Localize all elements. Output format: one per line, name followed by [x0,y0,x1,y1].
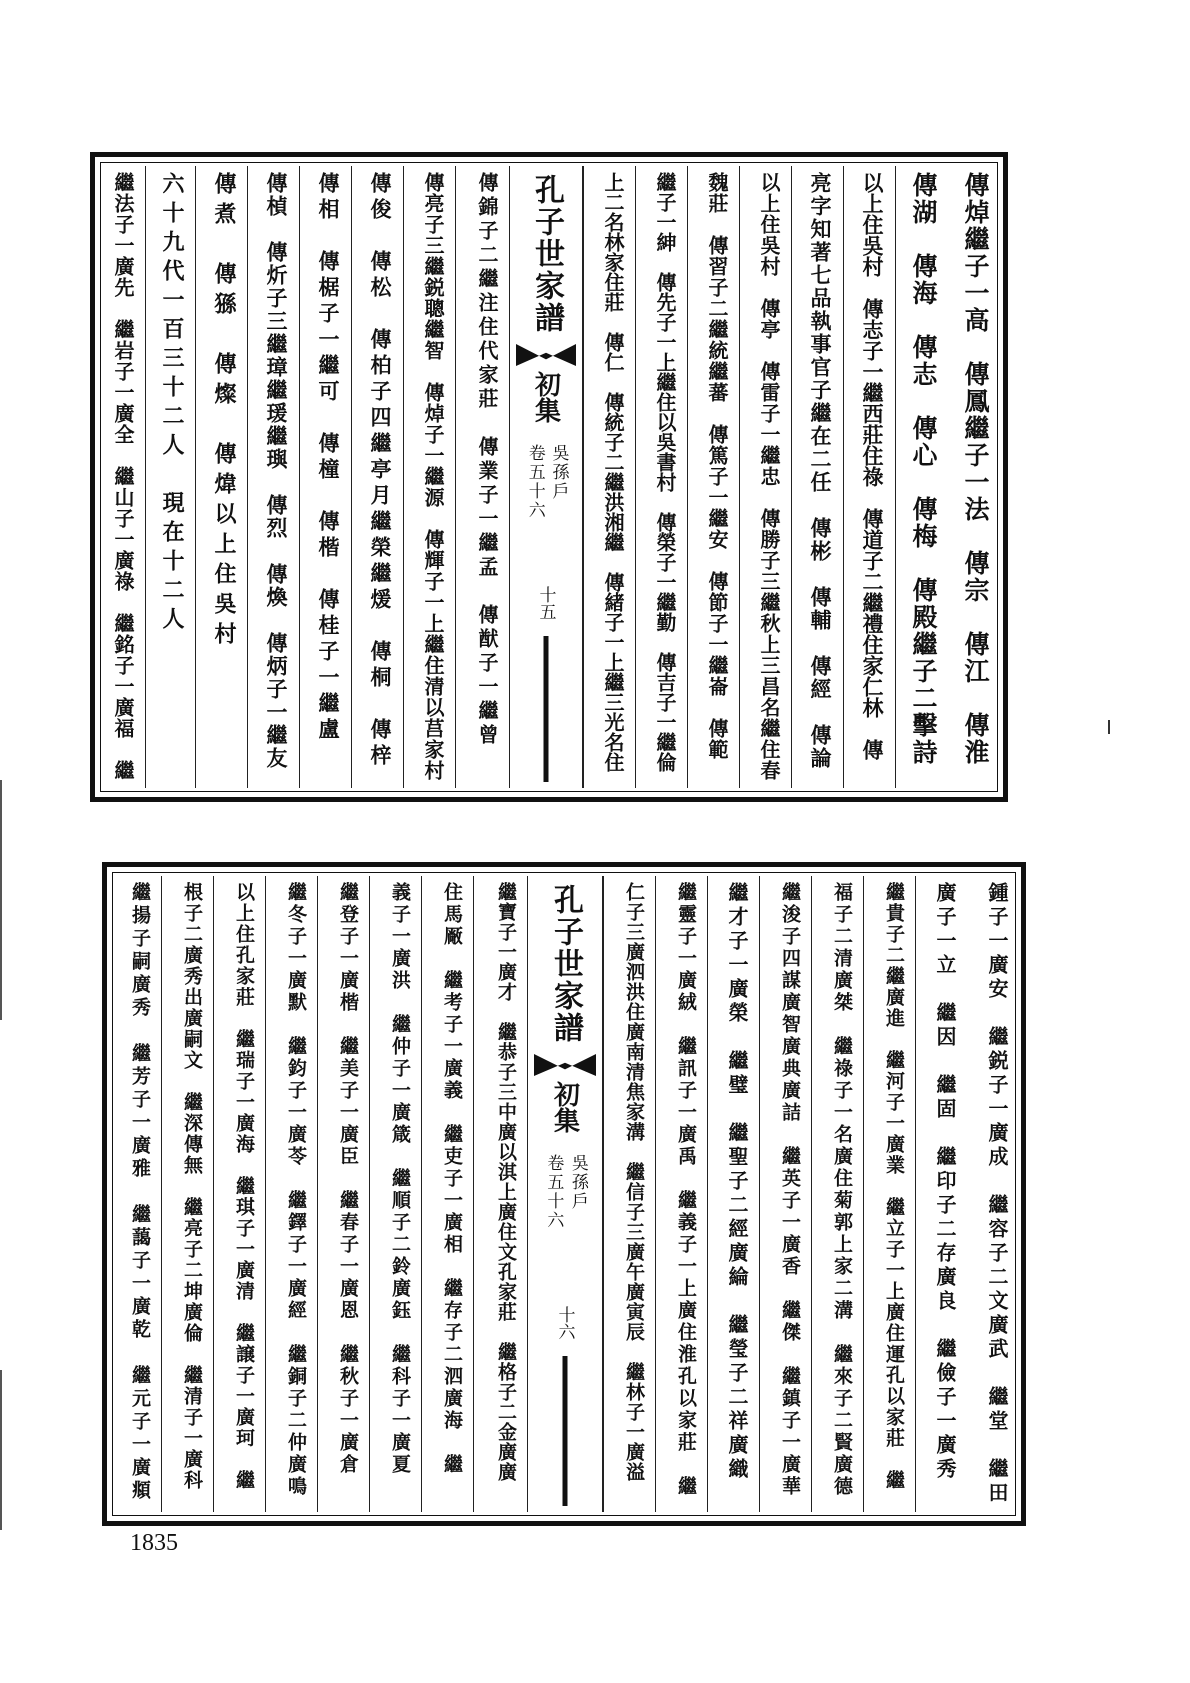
column-text: 繼浚子四謀廣智廣典廣詰 繼英子一廣香 繼傑 繼鎮子一廣華 [779,882,801,1498]
column-text: 傳楨 傳炘子三繼璋繼瑗繼璵 傳烈 傳煥 傳炳子一繼友 [264,172,289,770]
text-column [915,876,967,1512]
text-column [112,876,161,1512]
column-text: 魏莊 傳習子二繼統繼蕃 傳篤子一繼安 傳節子一繼崙 傳範 [705,172,729,760]
text-column [195,166,247,788]
spine-subtitle: 初集 [530,371,561,423]
column-text: 以上住吳村 傳亭 傳雷子一繼忠 傳勝子三繼秋上三昌名繼住春 [757,172,781,781]
column-text: 傳相 傳椐子一繼可 傳橦 傳楷 傳桂子一繼盧 [316,172,341,744]
text-column [161,876,213,1512]
spine-bar [544,636,549,782]
spine-volume: 卷五十六 [543,1154,564,1230]
column-text: 繼揚子嗣廣秀 繼芳子一廣雅 繼藹子一廣乾 繼元子一廣頫 [129,882,151,1503]
center-spine [509,166,583,788]
text-column [100,166,145,788]
column-text: 繼法子一廣先 繼岩子一廣全 繼山子一廣祿 繼銘子一廣福 繼 [111,172,135,781]
text-column [811,876,863,1512]
text-column [369,876,421,1512]
column-text: 傳錦子二繼注住代家莊 傳業子一繼孟 傳猷子一繼曾 [475,172,499,748]
text-column [791,166,843,788]
spine-page-number: 十六 [554,1306,575,1340]
spine-page-number: 十五 [535,586,556,620]
column-text: 繼貴子二繼廣進 繼河子一廣業 繼立子一上廣住運孔以家莊 繼 [883,882,905,1491]
column-text: 以上住孔家莊 繼瑞子一廣海 繼琪子一廣清 繼譲子一廣珂 繼 [233,882,255,1491]
column-text: 仁子三廣泗洪住廣南清焦家溝 繼信子三廣午廣寅辰 繼林子一廣溢 [623,882,645,1482]
column-text: 繼子一紳 傳先子一上繼住以吳書村 傳榮子一繼勤 傳吉子一繼倫 [653,172,677,772]
text-column [603,876,655,1512]
text-column [351,166,403,788]
text-column [863,876,915,1512]
page-edge-line [0,780,2,1020]
text-column [687,166,739,788]
text-column [707,876,759,1512]
column-text: 六十九代一百三十二人 現在十二人 [159,172,185,636]
fish-tail-ornament [534,1054,596,1076]
spine-volume: 卷五十六 [524,444,545,520]
text-column [949,166,1001,788]
column-text: 義子一廣洪 繼仲子一廣箴 繼順子二鈴廣鈺 繼科子一廣夏 [389,882,411,1476]
column-text: 傳煮 傳猻 傳燦 傳煒以上住吳村 [211,172,237,652]
text-column [403,166,455,788]
column-text: 傳亮子三繼鋭聰繼智 傳焯子一繼源 傳輝子一上繼住清以莒家村 [421,172,445,781]
text-column [265,876,317,1512]
column-text: 繼冬子一廣默 繼鈞子一廣苓 繼鐸子一廣經 繼銅子二仲廣鳴 [285,882,307,1498]
column-text: 繼靈子一廣絨 繼訊子一廣禹 繼義子一上廣住淮孔以家莊 繼 [675,882,697,1498]
spine-title: 孔子世家譜 [529,174,564,334]
column-text: 繼才子一廣榮 繼璧 繼聖子二經廣綸 繼瑩子二祥廣織 [725,882,749,1482]
column-text: 上二名林家住莊 傳仁 傳統子二繼洪湘繼 傳緒子一上繼三光名住 [601,172,625,772]
spine-title: 孔子世家譜 [548,884,583,1044]
stray-mark [1108,720,1110,734]
column-text: 住馬厰 繼考子一廣義 繼吏子一廣相 繼存子二泗廣海 繼 [441,882,463,1476]
text-column [473,876,527,1512]
text-column [843,166,895,788]
column-text: 根子二廣秀出廣嗣文 繼深傳無 繼亮子二坤廣倫 繼清子一廣科 [181,882,203,1491]
text-column [895,166,949,788]
column-text: 傳湖 傳海 傳志 傳心 傳梅 傳殿繼子二擊詩 [909,172,938,766]
page-edge-line [0,1370,2,1530]
genealogy-panel-upper [90,152,1008,802]
column-text: 福子二清廣桀 繼祿子一名廣住菊郭上家二溝 繼來子二賢廣德 [831,882,853,1498]
spine-bar [563,1356,568,1506]
column-text: 鍾子一廣安 繼鋭子一廣成 繼容子二文廣武 繼堂 繼田 [985,882,1009,1506]
genealogy-panel-lower [102,862,1026,1526]
text-column [421,876,473,1512]
column-text: 傳俊 傳松 傳柏子四繼亭月繼榮繼煖 傳桐 傳梓 [368,172,393,770]
fish-tail-ornament [516,344,576,366]
column-text: 傳焯繼子一高 傳鳳繼子一法 傳宗 傳江 傳淮 [961,172,990,766]
text-column [299,166,351,788]
column-text: 廣子一立 繼因 繼固 繼印子二存廣良 繼儉子一廣秀 [933,882,957,1482]
spine-subtitle: 初集 [549,1081,580,1133]
column-text: 亮字知著七品執事官子繼在二任 傳彬 傳輔 傳經 傳論 [808,172,833,770]
text-column [583,166,635,788]
spine-branch: 吳孫戶 [548,444,569,501]
text-column [455,166,509,788]
column-text: 繼登子一廣楷 繼美子一廣臣 繼春子一廣恩 繼秋子一廣倉 [337,882,359,1476]
text-column [635,166,687,788]
text-column [655,876,707,1512]
text-column [247,166,299,788]
column-text: 繼寶子一廣才 繼恭子三中廣以淇上廣住文孔家莊 繼格子二金廣廣 [495,882,517,1482]
text-column [759,876,811,1512]
center-spine [527,876,603,1512]
column-text: 以上住吳村 傳志子一繼西莊住祿 傳道子二繼禮住家仁林 傳 [860,172,885,760]
text-column [317,876,369,1512]
spine-branch: 吳孫戶 [567,1154,588,1211]
page-number: 1835 [130,1530,178,1556]
text-column [213,876,265,1512]
text-column [739,166,791,788]
text-column [967,876,1019,1512]
text-column [145,166,195,788]
